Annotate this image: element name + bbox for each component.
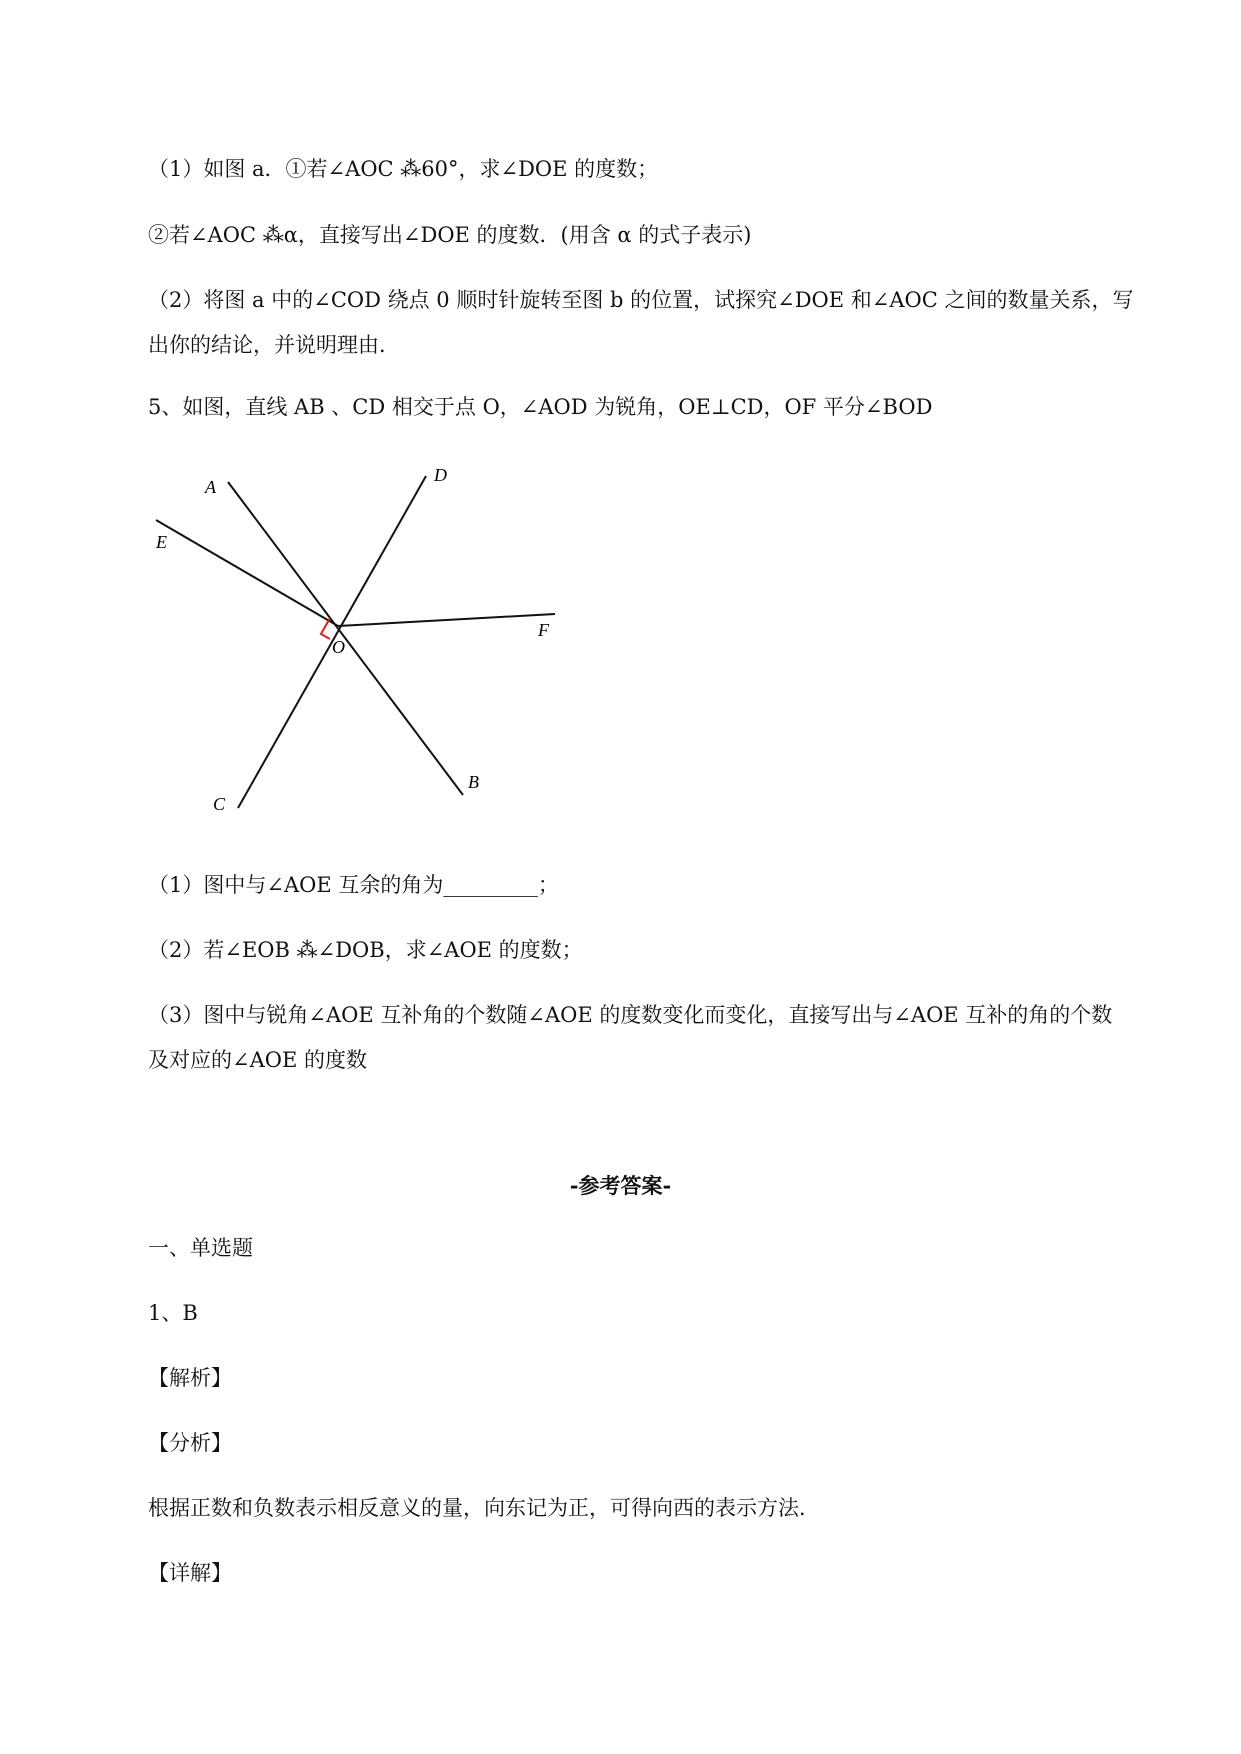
q4-part1-line1: （1）如图 a．①若∠AOC ⁂60°，求∠DOE 的度数； [148,157,659,181]
q5-stem: 5、如图，直线 AB 、CD 相交于点 O，∠AOD 为锐角，OE⊥CD，OF 平分∠BOD [148,395,933,419]
label-o: O [332,637,345,657]
label-b: B [468,772,479,792]
q5-sub2: （2）若∠EOB ⁂∠DOB，求∠AOE 的度数； [148,938,583,962]
fenxi-text: 根据正数和负数表示相反意义的量，向东记为正，可得向西的表示方法． [148,1496,820,1520]
label-f: F [538,620,549,640]
line-ob-a [228,482,463,795]
ray-oe [156,520,338,626]
q5-sub3-line1: （3）图中与锐角∠AOE 互补角的个数随∠AOE 的度数变化而变化，直接写出与∠AOE 互补的角的个数 [148,1003,1113,1027]
q5-sub1: （1）图中与∠AOE 互余的角为_________； [148,873,559,897]
detail-tag: 【详解】 [148,1561,232,1585]
label-c: C [213,794,226,814]
q4-part2-line1: （2）将图 a 中的∠COD 绕点 0 顺时针旋转至图 b 的位置，试探究∠DOE 和∠AOC 之间的数量关系，写 [148,288,1134,312]
label-d: D [434,465,447,485]
analysis-tag: 【解析】 [148,1366,232,1390]
fenxi-tag: 【分析】 [148,1431,232,1455]
answers-section: 一、单选题 [148,1236,253,1260]
ray-of [338,614,555,626]
q5-sub3-line2: 及对应的∠AOE 的度数 [148,1048,367,1072]
answers-title: -参考答案- [569,1173,672,1198]
geometry-figure [148,458,568,838]
right-angle-mark [321,618,330,639]
label-a: A [205,477,216,497]
answer-item-1: 1、B [148,1301,198,1325]
q4-part1-line2: ②若∠AOC ⁂α，直接写出∠DOE 的度数．(用含 α 的式子表示) [148,223,752,247]
label-e: E [156,532,167,552]
q4-part2-line2: 出你的结论，并说明理由． [148,333,400,357]
